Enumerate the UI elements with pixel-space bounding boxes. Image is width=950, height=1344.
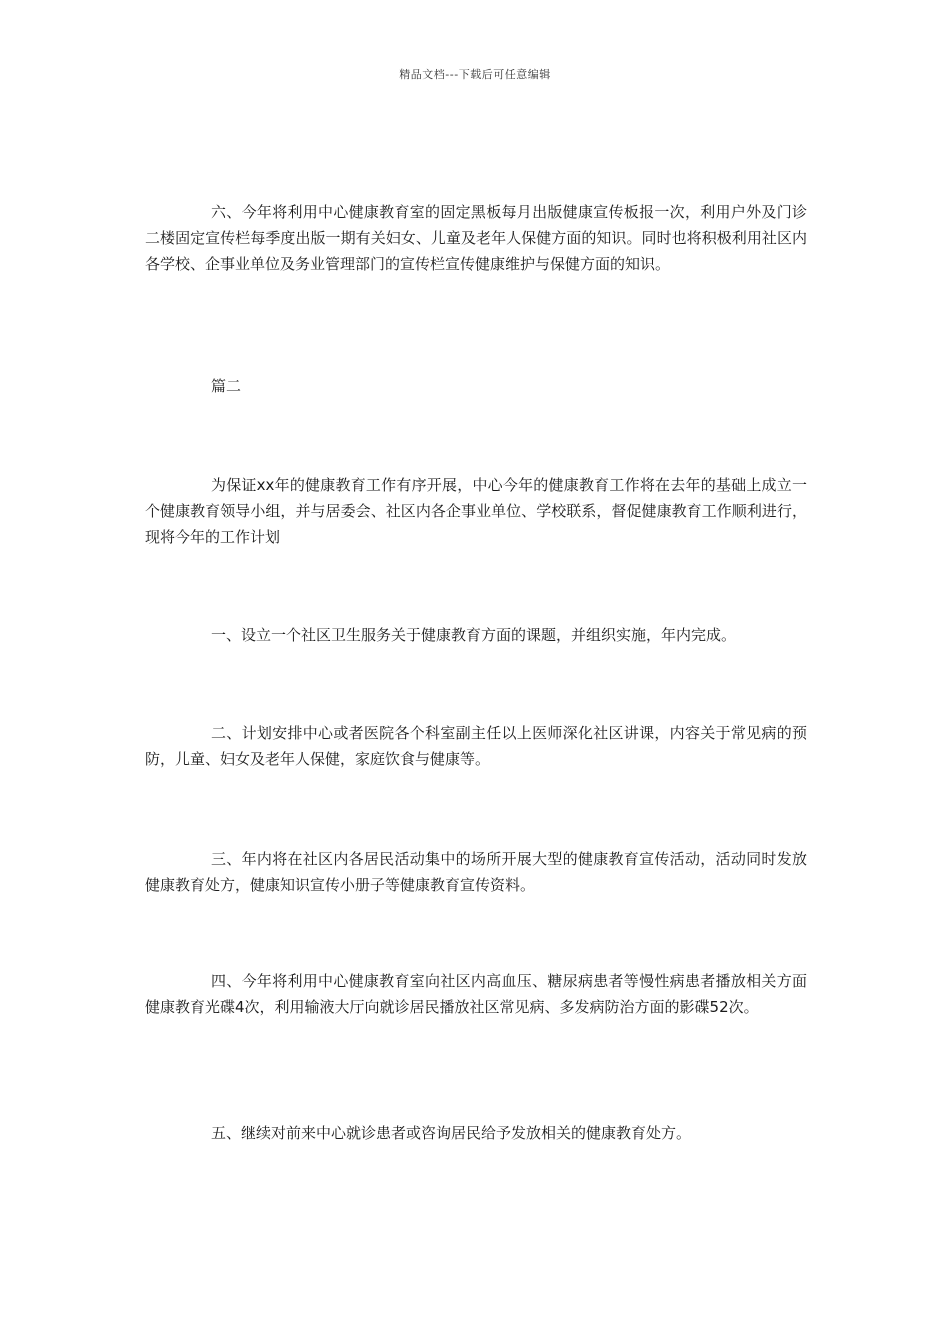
paragraph-six: 六、今年将利用中心健康教育室的固定黑板每月出版健康宣传板报一次，利用户外及门诊二楼固定宣传栏每季度出版一期有关妇女、儿童及老年人保健方面的知识。同时也将积极利用社区内各学校、企事业单位及务业管理部门的宣传栏宣传健康维护与保健方面的知识。 <box>145 203 807 273</box>
page-header: 精品文档---下载后可任意编辑 <box>399 68 551 81</box>
paragraph-five: 五、继续对前来中心就诊患者或咨询居民给予发放相关的健康教育处方。 <box>211 1124 692 1142</box>
section-heading-part-two: 篇二 <box>211 377 242 395</box>
paragraph-two: 二、计划安排中心或者医院各个科室副主任以上医师深化社区讲课，内容关于常见病的预防，儿童、妇女及老年人保健，家庭饮食与健康等。 <box>145 724 807 768</box>
paragraph-one: 一、设立一个社区卫生服务关于健康教育方面的课题，并组织实施，年内完成。 <box>211 626 737 644</box>
paragraph-three: 三、年内将在社区内各居民活动集中的场所开展大型的健康教育宣传活动，活动同时发放健康教育处方，健康知识宣传小册子等健康教育宣传资料。 <box>145 850 807 894</box>
paragraph-four: 四、今年将利用中心健康教育室向社区内高血压、糖尿病患者等慢性病患者播放相关方面健康教育光碟4次，利用输液大厅向就诊居民播放社区常见病、多发病防治方面的影碟52次。 <box>145 972 807 1016</box>
paragraph-intro: 为保证xx年的健康教育工作有序开展，中心今年的健康教育工作将在去年的基础上成立一个健康教育领导小组，并与居委会、社区内各企事业单位、学校联系，督促健康教育工作顺利进行，现将今年的工作计划 <box>145 476 807 546</box>
